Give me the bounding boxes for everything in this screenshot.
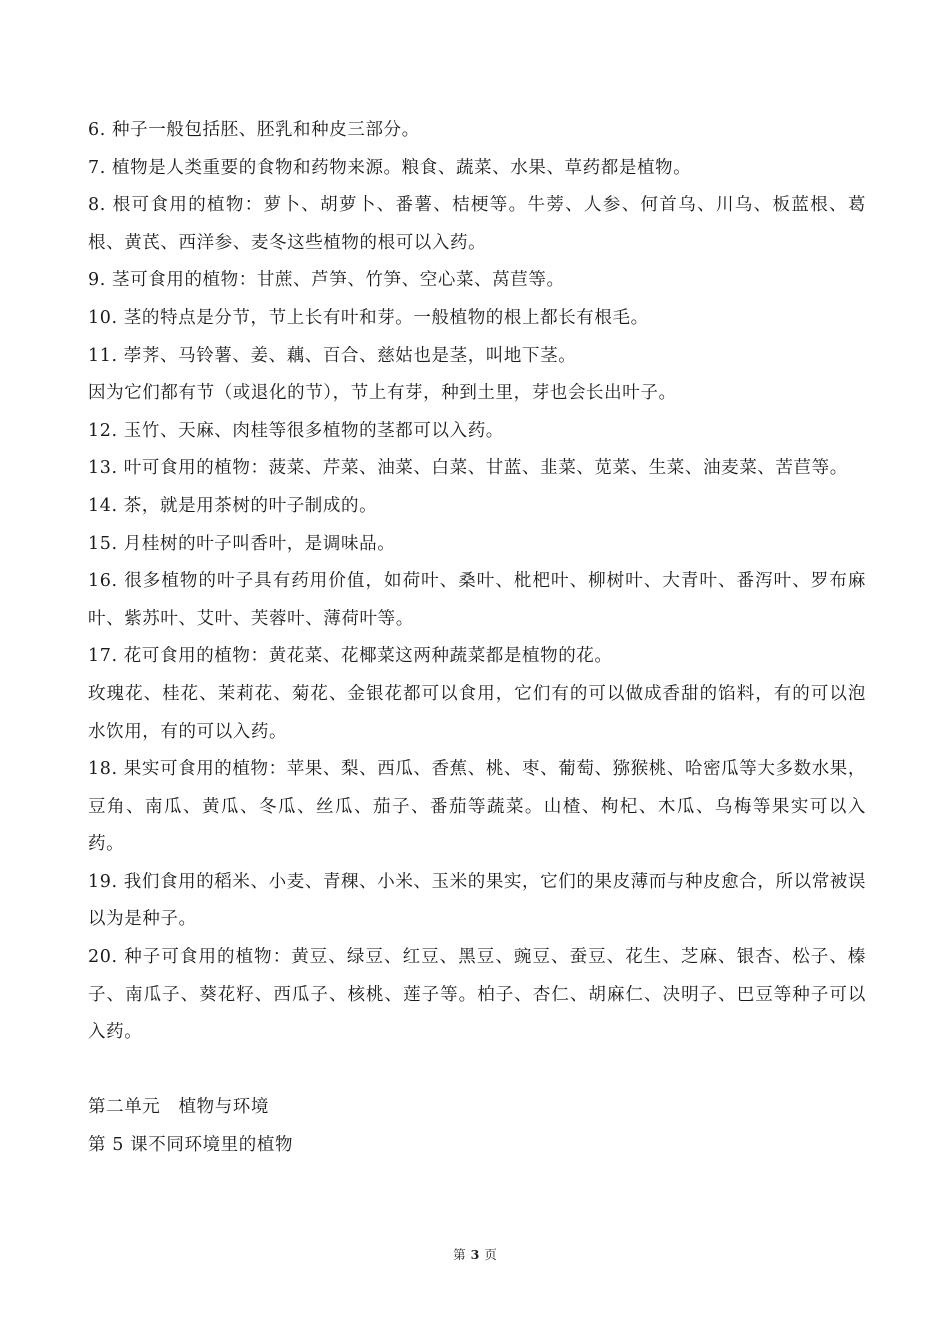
section-spacer	[88, 1052, 866, 1090]
paragraph-16: 16. 很多植物的叶子具有药用价值，如荷叶、桑叶、枇杷叶、柳树叶、大青叶、番泻叶、罗布麻叶、紫苏叶、艾叶、芙蓉叶、薄荷叶等。	[88, 571, 866, 629]
paragraph-17-continued: 玫瑰花、桂花、茉莉花、菊花、金银花都可以食用，它们有的可以做成香甜的馅料，有的可以泡水饮用，有的可以入药。	[88, 683, 866, 742]
paragraph-11-continued: 因为它们都有节（或退化的节），节上有芽，种到土里，芽也会长出叶子。	[88, 383, 677, 404]
paragraph-6: 6. 种子一般包括胚、胚乳和种皮三部分。	[88, 120, 420, 140]
document-body	[88, 112, 866, 1165]
paragraph-11: 11. 荸荠、马铃薯、姜、藕、百合、慈姑也是茎，叫地下茎。	[88, 345, 577, 366]
page-number: 3	[470, 1247, 480, 1262]
paragraph-10: 10. 茎的特点是分节，节上长有叶和芽。一般植物的根上都长有根毛。	[88, 307, 649, 328]
paragraph-17: 17. 花可食用的植物：黄花菜、花椰菜这两种蔬菜都是植物的花。	[88, 646, 613, 667]
paragraph-14: 14. 茶，就是用茶树的叶子制成的。	[88, 495, 378, 516]
paragraph-8: 8. 根可食用的植物：萝卜、胡萝卜、番薯、桔梗等。牛蒡、人参、何首乌、川乌、板蓝根、葛根、黄芪、西洋参、麦冬这些植物的根可以入药。	[88, 195, 866, 253]
page-footer	[0, 1246, 950, 1264]
paragraph-19: 19. 我们食用的稻米、小麦、青稞、小米、玉米的果实，它们的果皮薄而与种皮愈合，所以常被误以为是种子。	[88, 871, 866, 930]
lesson-heading: 第 5 课不同环境里的植物	[88, 1135, 294, 1156]
paragraph-18: 18. 果实可食用的植物：苹果、梨、西瓜、香蕉、桃、枣、葡萄、猕猴桃、哈密瓜等大多数水果，豆角、南瓜、黄瓜、冬瓜、丝瓜、茄子、番茄等蔬菜。山楂、枸杞、木瓜、乌梅等果实可以入药。	[88, 759, 866, 855]
paragraph-15: 15. 月桂树的叶子叫香叶，是调味品。	[88, 533, 396, 554]
unit-heading: 第二单元 植物与环境	[88, 1097, 269, 1118]
paragraph-20: 20. 种子可食用的植物：黄豆、绿豆、红豆、黑豆、豌豆、蚕豆、花生、芝麻、银杏、松子、榛子、南瓜子、葵花籽、西瓜子、核桃、莲子等。柏子、杏仁、胡麻仁、决明子、巴豆等种子可以入药。	[88, 947, 866, 1043]
paragraph-7: 7. 植物是人类重要的食物和药物来源。粮食、蔬菜、水果、草药都是植物。	[88, 157, 692, 178]
footer-prefix: 第	[453, 1247, 466, 1262]
paragraph-12: 12. 玉竹、天麻、肉桂等很多植物的茎都可以入药。	[88, 420, 504, 441]
paragraph-13: 13. 叶可食用的植物：菠菜、芹菜、油菜、白菜、甘蓝、韭菜、苋菜、生菜、油麦菜、苦苣等。	[88, 458, 848, 479]
footer-suffix: 页	[484, 1247, 497, 1262]
paragraph-9: 9. 茎可食用的植物：甘蔗、芦笋、竹笋、空心菜、莴苣等。	[88, 270, 565, 291]
